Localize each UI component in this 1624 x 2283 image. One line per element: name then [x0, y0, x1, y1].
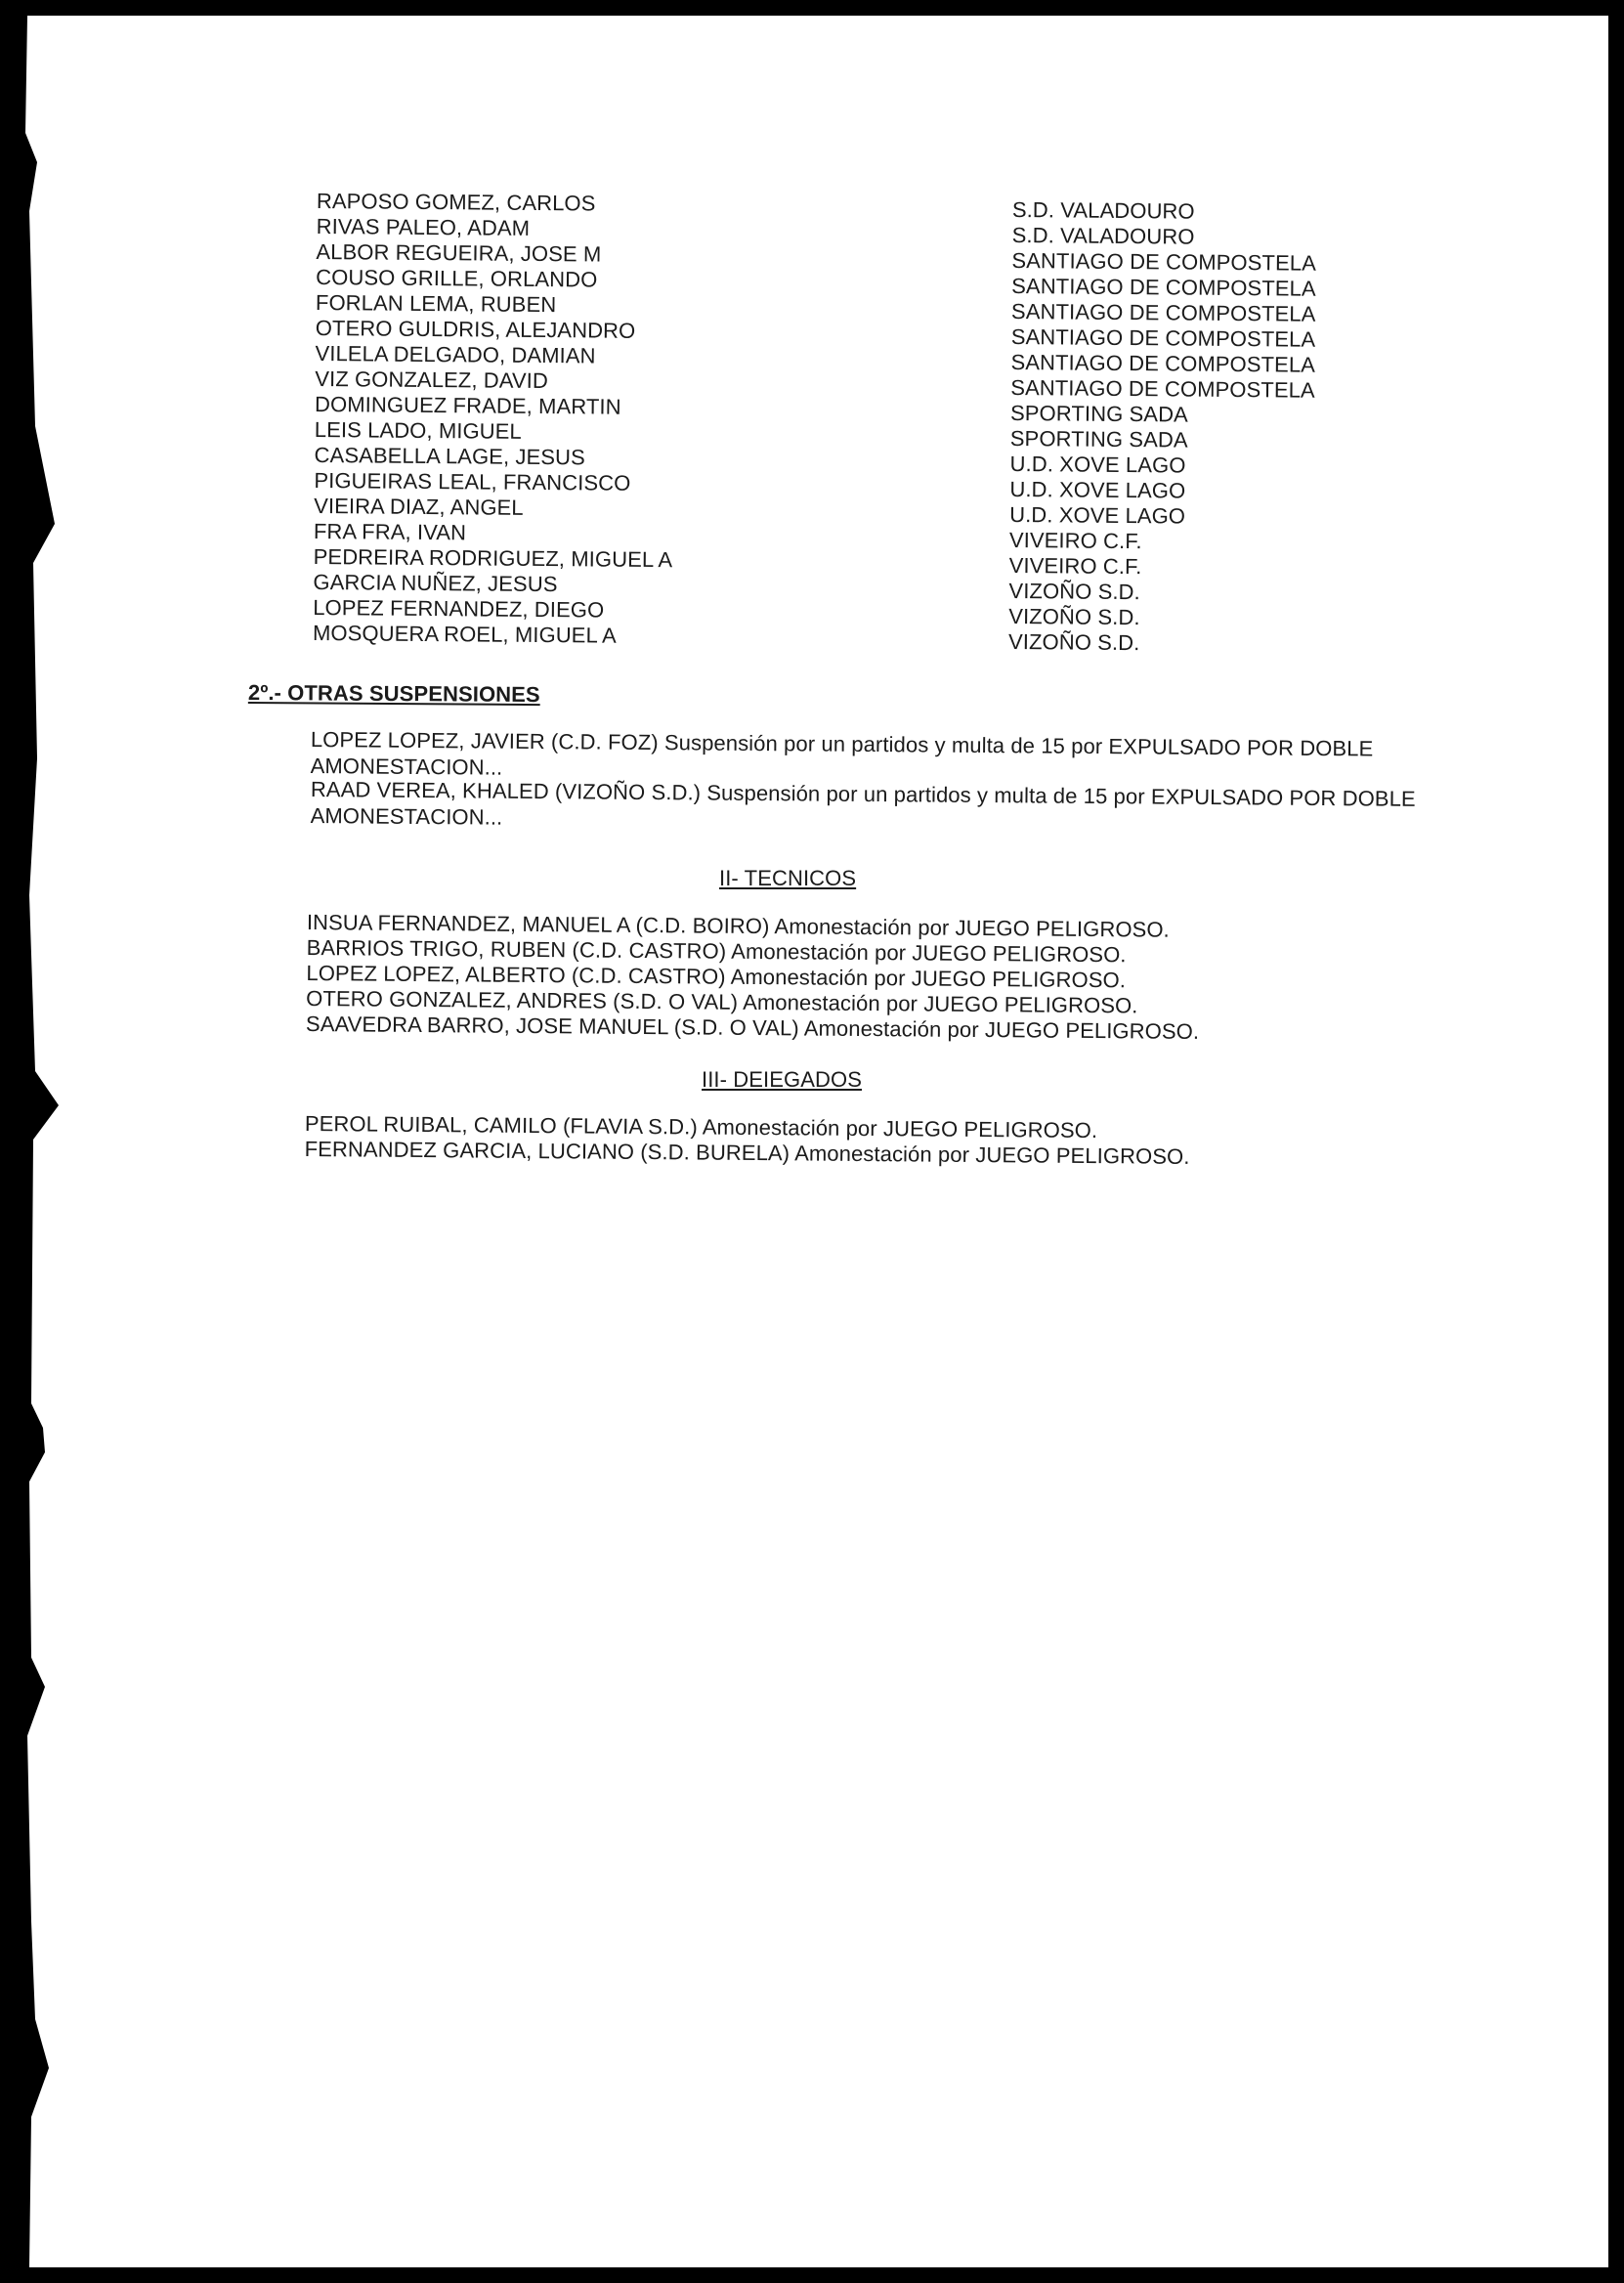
player-name: PIGUEIRAS LEAL, FRANCISCO	[314, 467, 631, 495]
club-name: SANTIAGO DE COMPOSTELA	[1011, 247, 1317, 276]
delegado-entry: PEROL RUIBAL, CAMILO (FLAVIA S.D.) Amonestación por JUEGO PELIGROSO.	[304, 1111, 1098, 1143]
document-page	[16, 16, 1608, 2267]
player-name: CASABELLA LAGE, JESUS	[314, 442, 585, 470]
delegado-entry: FERNANDEZ GARCIA, LUCIANO (S.D. BURELA) Amonestación por JUEGO PELIGROSO.	[304, 1136, 1190, 1169]
player-name: MOSQUERA ROEL, MIGUEL A	[312, 620, 617, 648]
tecnico-entry: SAAVEDRA BARRO, JOSE MANUEL (S.D. O VAL) Amonestación por JUEGO PELIGROSO.	[305, 1011, 1200, 1044]
player-name: ALBOR REGUEIRA, JOSE M	[316, 238, 602, 267]
tecnico-entry: BARRIOS TRIGO, RUBEN (C.D. CASTRO) Amonestación por JUEGO PELIGROSO.	[306, 934, 1127, 968]
player-name: GARCIA NUÑEZ, JESUS	[313, 569, 558, 597]
player-name: COUSO GRILLE, ORLANDO	[316, 264, 598, 292]
club-name: SPORTING SADA	[1009, 425, 1188, 452]
club-list	[1008, 197, 1317, 658]
suspension-entry: LOPEZ LOPEZ, JAVIER (C.D. FOZ) Suspensión por un partidos y multa de 15 por EXPULSADO POR DOBLE AMONESTACION...	[310, 726, 1374, 780]
player-name: FORLAN LEMA, RUBEN	[315, 289, 557, 318]
player-name: VIZ GONZALEZ, DAVID	[315, 366, 549, 394]
section-heading-delegados: III- DEIEGADOS	[702, 1067, 862, 1092]
club-name: S.D. VALADOURO	[1011, 222, 1195, 249]
player-name: RAPOSO GOMEZ, CARLOS	[316, 189, 596, 216]
club-name: SANTIAGO DE COMPOSTELA	[1011, 273, 1316, 301]
club-name: SPORTING SADA	[1009, 400, 1189, 427]
player-name: DOMINGUEZ FRADE, MARTIN	[314, 391, 621, 419]
player-name: OTERO GULDRIS, ALEJANDRO	[315, 315, 636, 343]
tecnico-entry: INSUA FERNANDEZ, MANUEL A (C.D. BOIRO) Amonestación por JUEGO PELIGROSO.	[306, 910, 1170, 942]
club-name: SANTIAGO DE COMPOSTELA	[1010, 323, 1316, 352]
club-name: VIZOÑO S.D.	[1008, 578, 1140, 605]
torn-left-edge	[16, 16, 94, 2267]
club-name: U.D. XOVE LAGO	[1009, 476, 1186, 503]
club-name: U.D. XOVE LAGO	[1009, 501, 1186, 529]
tecnico-entry: OTERO GONZALEZ, ANDRES (S.D. O VAL) Amonestación por JUEGO PELIGROSO.	[306, 985, 1138, 1018]
club-name: VIVEIRO C.F.	[1008, 552, 1142, 580]
section-heading-otras-suspensiones: 2º.- OTRAS SUSPENSIONES	[247, 680, 540, 708]
club-name: SANTIAGO DE COMPOSTELA	[1010, 298, 1316, 326]
club-name: S.D. VALADOURO	[1011, 197, 1195, 224]
suspension-entry: RAAD VEREA, KHALED (VIZOÑO S.D.) Suspensión por un partidos y multa de 15 por EXPULSADO POR DOBLE AMONESTACION...	[310, 776, 1416, 830]
section-heading-tecnicos: II- TECNICOS	[719, 866, 857, 890]
club-name: U.D. XOVE LAGO	[1009, 451, 1186, 478]
player-name: LOPEZ FERNANDEZ, DIEGO	[313, 594, 605, 623]
club-name: SANTIAGO DE COMPOSTELA	[1010, 374, 1315, 403]
club-name: VIVEIRO C.F.	[1008, 527, 1142, 554]
delegados-list	[305, 1111, 1190, 1170]
player-name: VIEIRA DIAZ, ANGEL	[314, 493, 524, 520]
player-name: VILELA DELGADO, DAMIAN	[315, 340, 596, 368]
player-name: RIVAS PALEO, ADAM	[316, 213, 531, 240]
tecnico-entry: LOPEZ LOPEZ, ALBERTO (C.D. CASTRO) Amonestación por JUEGO PELIGROSO.	[306, 960, 1127, 993]
club-name: VIZOÑO S.D.	[1007, 628, 1140, 656]
player-list	[313, 189, 676, 649]
player-name: FRA FRA, IVAN	[313, 518, 467, 545]
club-name: VIZOÑO S.D.	[1008, 603, 1140, 630]
tecnicos-list	[306, 910, 1200, 1045]
player-name: PEDREIRA RODRIGUEZ, MIGUEL A	[313, 543, 673, 573]
player-name: LEIS LADO, MIGUEL	[314, 416, 522, 444]
club-name: SANTIAGO DE COMPOSTELA	[1010, 349, 1316, 377]
